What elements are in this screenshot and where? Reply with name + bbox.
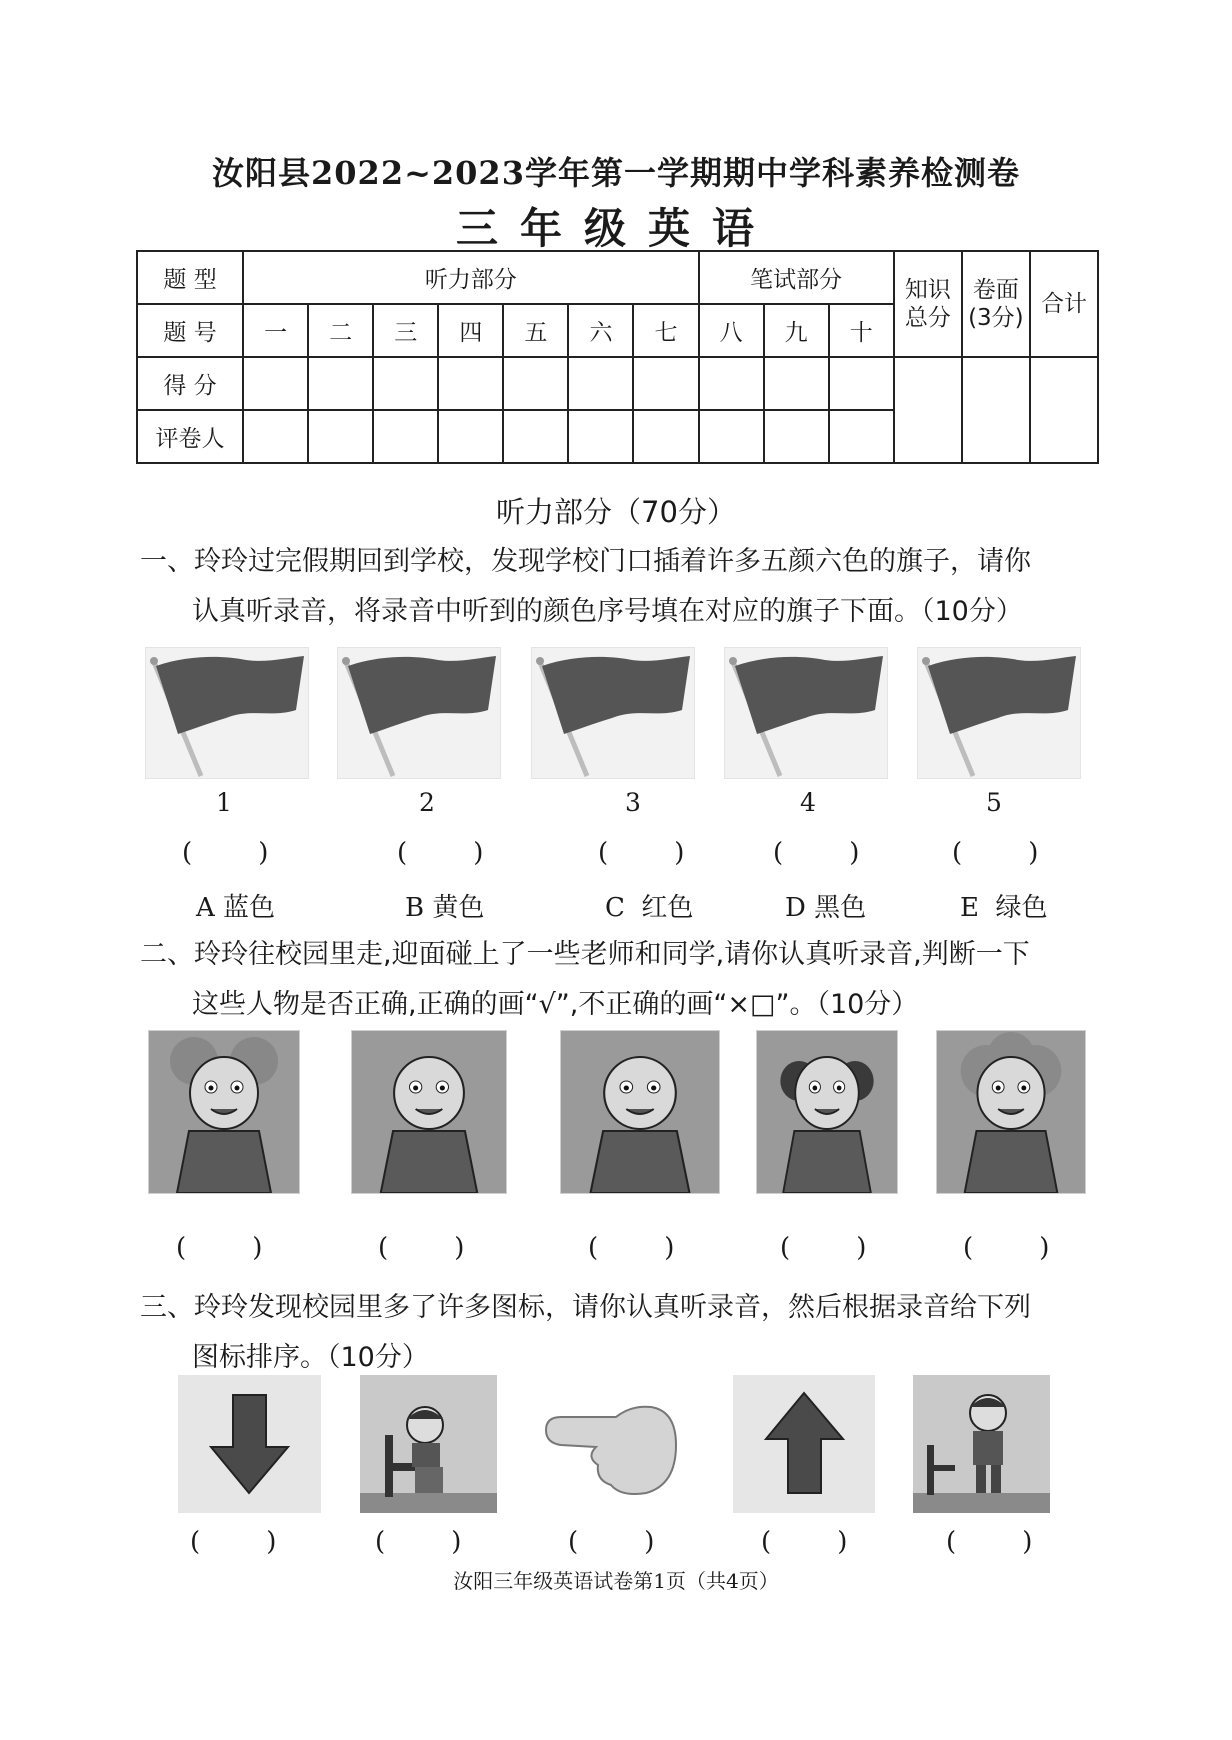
- question-2-line2: 这些人物是否正确,正确的画“√”,不正确的画“×□”。（10分）: [192, 989, 919, 1020]
- color-option: E 绿色: [960, 893, 1048, 923]
- cartoon-person-icon: [757, 1031, 897, 1193]
- down-arrow-icon: [178, 1375, 321, 1513]
- question-1-text: [140, 537, 1100, 637]
- cartoon-person-icon: [352, 1031, 506, 1193]
- color-option: A 蓝色: [196, 893, 276, 923]
- question-1-line1: 一、玲玲过完假期回到学校，发现学校门口插着许多五颜六色的旗子，请你: [140, 546, 1031, 577]
- question-2-text: [140, 930, 1100, 1030]
- listening-part-header: 听力部分: [243, 251, 698, 304]
- question-number-cell: 七: [633, 304, 698, 357]
- flag-icon: [146, 648, 308, 778]
- color-option: B 黄色: [405, 893, 485, 923]
- question-number-cell: 十: [829, 304, 894, 357]
- up-arrow-icon: [733, 1375, 875, 1513]
- flag-icon: [918, 648, 1080, 778]
- pointing-hand-icon: [536, 1385, 686, 1510]
- row-label-score: 得 分: [137, 357, 243, 410]
- score-cell[interactable]: [373, 357, 438, 410]
- flag-number: 5: [986, 788, 1002, 817]
- flag-picture: [145, 647, 309, 779]
- color-option: C 红色: [605, 893, 694, 923]
- grader-cell[interactable]: [633, 410, 698, 463]
- listening-section-heading: 听力部分（70分）: [496, 495, 736, 529]
- answer-blank[interactable]: ( ): [946, 1527, 1033, 1557]
- grader-cell[interactable]: [764, 410, 829, 463]
- grader-cell[interactable]: [308, 410, 373, 463]
- writing-part-header: 笔试部分: [699, 251, 894, 304]
- grader-cell[interactable]: [699, 410, 764, 463]
- answer-blank[interactable]: ( ): [952, 838, 1039, 868]
- cartoon-person-icon: [561, 1031, 719, 1193]
- score-cell[interactable]: [699, 357, 764, 410]
- knowledge-total-header: 知识总分: [894, 251, 962, 357]
- flag-icon: [338, 648, 500, 778]
- question-3-line1: 三、玲玲发现校园里多了许多图标，请你认真听录音，然后根据录音给下列: [140, 1292, 1031, 1323]
- score-table: [136, 250, 1099, 464]
- answer-blank[interactable]: ( ): [176, 1233, 263, 1263]
- question-3-text: [140, 1283, 1100, 1383]
- question-number-cell: 三: [373, 304, 438, 357]
- girl-waving-picture: [756, 1030, 898, 1194]
- cartoon-person-icon: [937, 1031, 1085, 1193]
- row-label-number: 题 号: [137, 304, 243, 357]
- knowledge-total-cell[interactable]: [894, 357, 962, 463]
- answer-blank[interactable]: ( ): [568, 1527, 655, 1557]
- question-number-cell: 一: [243, 304, 308, 357]
- grader-cell[interactable]: [568, 410, 633, 463]
- neatness-cell[interactable]: [962, 357, 1030, 463]
- principal-picture: [148, 1030, 300, 1194]
- neatness-header: 卷面(3分): [962, 251, 1030, 357]
- up-arrow-icon: [733, 1375, 875, 1513]
- exam-subtitle: 三年级英语: [455, 204, 776, 253]
- grader-cell[interactable]: [373, 410, 438, 463]
- down-arrow-icon: [178, 1375, 321, 1513]
- question-number-cell: 八: [699, 304, 764, 357]
- question-number-cell: 六: [568, 304, 633, 357]
- flag-number: 3: [625, 788, 641, 817]
- answer-blank[interactable]: ( ): [190, 1527, 277, 1557]
- flag-picture: [531, 647, 695, 779]
- answer-blank[interactable]: ( ): [963, 1233, 1050, 1263]
- sitting-boy-icon: [360, 1375, 497, 1513]
- answer-blank[interactable]: ( ): [182, 838, 269, 868]
- score-cell[interactable]: [568, 357, 633, 410]
- color-option: D 黑色: [785, 893, 867, 923]
- answer-blank[interactable]: ( ): [773, 838, 860, 868]
- flag-icon: [725, 648, 887, 778]
- male-teacher-picture: [560, 1030, 720, 1194]
- flag-picture: [337, 647, 501, 779]
- flag-icon: [532, 648, 694, 778]
- exam-title: 汝阳县2022~2023学年第一学期期中学科素养检测卷: [212, 154, 1020, 192]
- answer-blank[interactable]: ( ): [397, 838, 484, 868]
- answer-blank[interactable]: ( ): [598, 838, 685, 868]
- total-cell[interactable]: [1030, 357, 1098, 463]
- standing-boy-icon: [913, 1375, 1050, 1513]
- grader-cell[interactable]: [438, 410, 503, 463]
- page-footer: 汝阳三年级英语试卷第1页（共4页）: [453, 1569, 779, 1593]
- boy-with-backpack-picture: [351, 1030, 507, 1194]
- sit-down-picture: [360, 1375, 497, 1513]
- answer-blank[interactable]: ( ): [761, 1527, 848, 1557]
- cartoon-person-icon: [149, 1031, 299, 1193]
- score-cell[interactable]: [503, 357, 568, 410]
- question-3-line2: 图标排序。（10分）: [192, 1342, 429, 1373]
- flag-picture: [724, 647, 888, 779]
- row-label-grader: 评卷人: [137, 410, 243, 463]
- question-number-cell: 九: [764, 304, 829, 357]
- question-number-cell: 二: [308, 304, 373, 357]
- score-cell[interactable]: [438, 357, 503, 410]
- grader-cell[interactable]: [503, 410, 568, 463]
- answer-blank[interactable]: ( ): [780, 1233, 867, 1263]
- flag-number: 2: [419, 788, 435, 817]
- female-teacher-picture: [936, 1030, 1086, 1194]
- score-cell[interactable]: [243, 357, 308, 410]
- row-label-type: 题 型: [137, 251, 243, 304]
- flag-picture: [917, 647, 1081, 779]
- flag-number: 4: [800, 788, 816, 817]
- total-header: 合计: [1030, 251, 1098, 357]
- grader-cell[interactable]: [243, 410, 308, 463]
- flag-number: 1: [216, 788, 232, 817]
- score-cell[interactable]: [308, 357, 373, 410]
- grader-cell[interactable]: [829, 410, 894, 463]
- question-number-cell: 五: [503, 304, 568, 357]
- score-cell[interactable]: [633, 357, 698, 410]
- question-1-line2: 认真听录音，将录音中听到的颜色序号填在对应的旗子下面。（10分）: [192, 596, 1023, 627]
- question-2-line1: 二、玲玲往校园里走,迎面碰上了一些老师和同学,请你认真听录音,判断一下: [140, 939, 1030, 970]
- stand-up-picture: [913, 1375, 1050, 1513]
- score-cell[interactable]: [829, 357, 894, 410]
- pointing-hand-icon: [536, 1385, 686, 1510]
- score-cell[interactable]: [764, 357, 829, 410]
- answer-blank[interactable]: ( ): [375, 1527, 462, 1557]
- question-number-cell: 四: [438, 304, 503, 357]
- answer-blank[interactable]: ( ): [588, 1233, 675, 1263]
- answer-blank[interactable]: ( ): [378, 1233, 465, 1263]
